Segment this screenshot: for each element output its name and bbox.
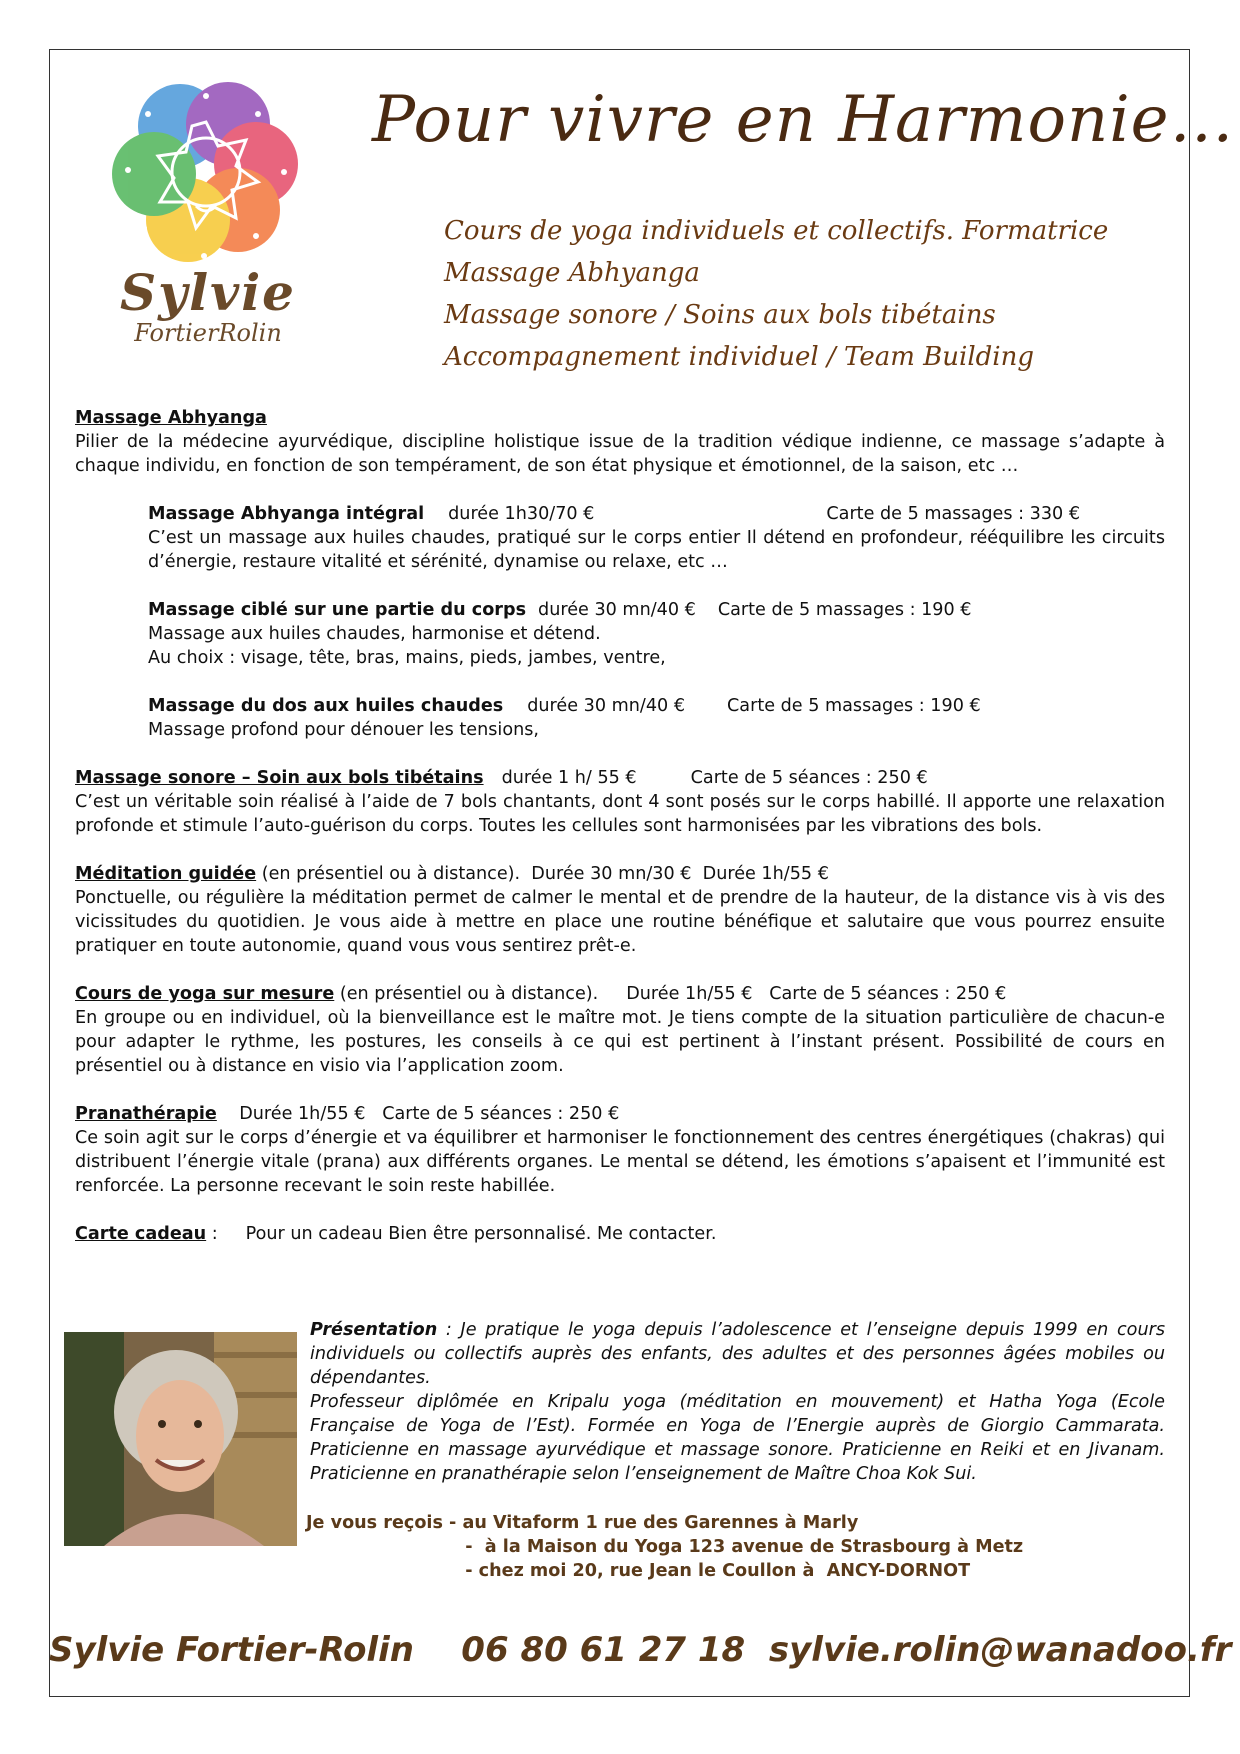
footer-email[interactable]: sylvie.rolin@wanadoo.fr: [768, 1630, 1232, 1670]
abhyanga-cible: [75, 598, 1165, 670]
service-item: Accompagnement individuel / Team Building: [444, 342, 1034, 372]
dos-card: Carte de 5 massages : 190 €: [727, 696, 981, 716]
presentation-intro: : Je pratique le yoga depuis l’adolescence et l’enseigne depuis 1999 en cours individuels ou collectifs auprès des enfants, des adultes et des personnes âgées mobiles ou dépendantes.: [310, 1320, 1165, 1388]
footer-name: Sylvie Fortier-Rolin: [49, 1630, 414, 1670]
cible-line2: Au choix : visage, tête, bras, mains, pieds, jambes, ventre,: [148, 648, 666, 668]
cadeau-heading: Carte cadeau: [75, 1224, 207, 1244]
integral-card: Carte de 5 massages : 330 €: [826, 504, 1081, 524]
pranatherapie-details: Durée 1h/55 € Carte de 5 séances : 250 €: [216, 1104, 620, 1124]
cible-name: Massage ciblé sur une partie du corps: [148, 600, 527, 620]
sonore-text: C’est un véritable soin réalisé à l’aide de 7 bols chantants, dont 4 sont posés sur le corps habillé. Il apporte une relaxation profonde et stimule l’auto-guérison du corps. Toutes les cellules sont harmonisées par les vibrations des bols.: [75, 792, 1165, 836]
abhyanga-text: Pilier de la médecine ayurvédique, discipline holistique issue de la tradition védique indienne, ce massage s’adapte à chaque individu, en fonction de son tempérament, de son état physique et émotionnel, de la saison, etc …: [75, 432, 1165, 476]
presentation: [310, 1318, 1165, 1486]
sonore-card: Carte de 5 séances : 250 €: [690, 768, 928, 788]
cadeau-text: Pour un cadeau Bien être personnalisé. Me contacter.: [217, 1224, 717, 1244]
integral-duration: durée 1h30/70 €: [448, 504, 595, 524]
dos-text: Massage profond pour dénouer les tensions,: [148, 720, 539, 740]
integral-text: C’est un massage aux huiles chaudes, pratiqué sur le corps entier Il détend en profondeur, rééquilibre les circuits d’énergie, restaure vitalité et sérénité, dynamise ou relaxe, etc …: [148, 528, 1165, 572]
presentation-p2: Professeur diplômée en Kripalu yoga (méditation en mouvement) et Hatha Yoga (Ecole Française de Yoga de l’Est). Formée en Yoga de l’Energie auprès de Giorgio Cammarata. Praticienne en massage ayurvédique et massage sonore. Praticienne en Reiki et en Jivanam. Praticienne en pranathérapie selon l’enseignement de Maître Choa Kok Sui.: [310, 1392, 1165, 1484]
meditation-heading: Méditation guidée: [75, 864, 257, 884]
integral-name: Massage Abhyanga intégral: [148, 504, 425, 524]
cible-duration: durée 30 mn/40 €: [538, 600, 696, 620]
meditation-text: Ponctuelle, ou régulière la méditation permet de calmer le mental et de prendre de la hauteur, de la distance vis à vis des vicissitudes du quotidien. Je vous aide à mettre en place une routine bénéfique et salutaire que vous pourrez ensuite pratiquer en toute autonomie, quand vous vous sentirez prêt-e.: [75, 888, 1165, 956]
yoga-details: (en présentiel ou à distance). Durée 1h/55 € Carte de 5 séances : 250 €: [334, 984, 1007, 1004]
dos-duration: durée 30 mn/40 €: [527, 696, 686, 716]
sonore-duration: durée 1 h/ 55 €: [501, 768, 637, 788]
portrait-photo: [64, 1332, 297, 1546]
portrait-image: [64, 1332, 297, 1546]
sonore-heading: Massage sonore – Soin aux bols tibétains: [75, 768, 484, 788]
service-item: Cours de yoga individuels et collectifs. Formatrice: [444, 216, 1109, 246]
service-item: Massage Abhyanga: [444, 258, 700, 288]
pranatherapie-text: Ce soin agit sur le corps d’énergie et va équilibrer et harmoniser le fonctionnement des centres énergétiques (chakras) qui distribuent l’énergie vitale (prana) aux différents organes. Le mental se détend, les émotions s’apaisent et l’immunité est renforcée. La personne recevant le soin reste habillée.: [75, 1128, 1165, 1196]
cible-card: Carte de 5 massages : 190 €: [717, 600, 972, 620]
address-line: - à la Maison du Yoga 123 avenue de Strasbourg à Metz: [306, 1537, 1024, 1557]
services-list: [444, 210, 1164, 378]
flower-logo-icon: [108, 78, 308, 268]
logo-text: [108, 263, 308, 347]
meditation-details: (en présentiel ou à distance). Durée 30 mn/30 € Durée 1h/55 €: [256, 864, 829, 884]
pranatherapie-heading: Pranathérapie: [75, 1104, 217, 1124]
address-line: - chez moi 20, rue Jean le Coullon à ANCY-DORNOT: [306, 1561, 971, 1581]
cadeau-separator: :: [206, 1224, 218, 1244]
main-content: [75, 406, 1165, 1246]
abhyanga-integral: [75, 502, 1165, 574]
abhyanga-dos: [75, 694, 1165, 742]
service-item: Massage sonore / Soins aux bols tibétains: [444, 300, 996, 330]
cible-line1: Massage aux huiles chaudes, harmonise et détend.: [148, 624, 601, 644]
presentation-label: Présentation: [310, 1320, 438, 1340]
contact-footer: [49, 1628, 1232, 1672]
addresses: [306, 1511, 1166, 1583]
abhyanga-heading: Massage Abhyanga: [75, 408, 267, 428]
logo: [108, 78, 308, 348]
footer-phone: 06 80 61 27 18: [461, 1630, 746, 1670]
dos-name: Massage du dos aux huiles chaudes: [148, 696, 504, 716]
address-line: Je vous reçois - au Vitaform 1 rue des Garennes à Marly: [306, 1513, 859, 1533]
yoga-text: En groupe ou en individuel, où la bienveillance est le maître mot. Je tiens compte de la situation particulière de chacun-e pour adapter le rythme, les postures, les conseils à ce qui est pertinent à l’instant présent. Possibilité de cours en présentiel ou à distance en visio via l’application zoom.: [75, 1008, 1165, 1076]
yoga-heading: Cours de yoga sur mesure: [75, 984, 335, 1004]
logo-first-name: Sylvie: [119, 263, 296, 322]
logo-last-name: FortierRolin: [134, 319, 282, 347]
page-title: Pour vivre en Harmonie…: [372, 83, 1235, 157]
